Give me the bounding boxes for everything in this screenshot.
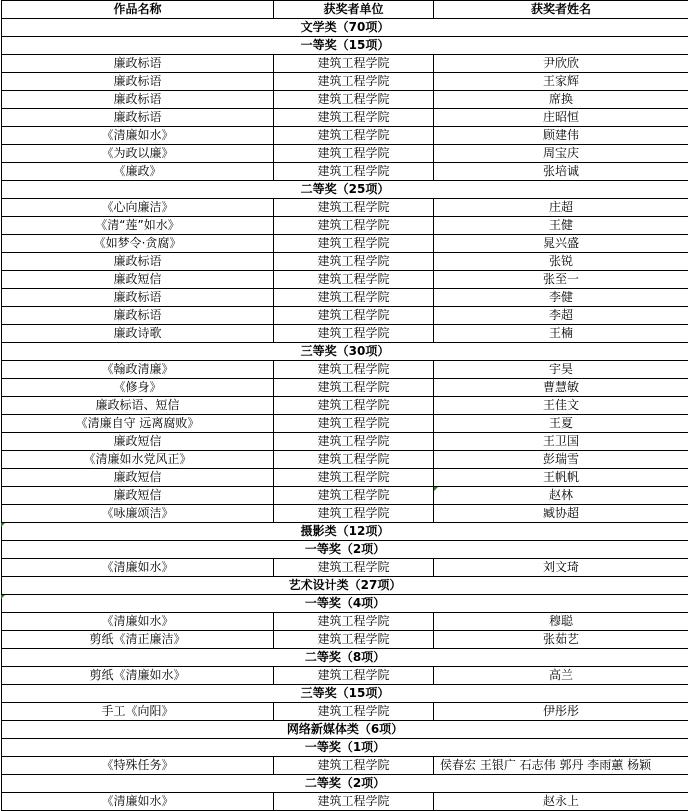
grade-row	[2, 685, 688, 703]
name-cell: 尹欣欣	[434, 55, 688, 73]
work-cell: 剪纸《清正廉洁》	[2, 631, 274, 649]
unit-cell: 建筑工程学院	[274, 235, 434, 253]
work-cell: 《清廉如水》	[2, 127, 274, 145]
table-row	[2, 433, 688, 451]
grade-title: 三等奖（15项）	[2, 685, 688, 703]
work-cell: 《为政以廉》	[2, 145, 274, 163]
work-cell: 《清廉自守 远离腐败》	[2, 415, 274, 433]
header-unit: 获奖者单位	[274, 1, 434, 19]
grade-row	[2, 37, 688, 55]
header-work: 作品名称	[2, 1, 274, 19]
name-cell: 张茹艺	[434, 631, 688, 649]
work-cell: 《清廉如水》	[2, 559, 274, 577]
work-cell: 廉政短信	[2, 487, 274, 505]
grade-title: 一等奖（1项）	[2, 739, 688, 757]
unit-cell: 建筑工程学院	[274, 163, 434, 181]
unit-cell: 建筑工程学院	[274, 199, 434, 217]
table-row	[2, 613, 688, 631]
unit-cell: 建筑工程学院	[274, 433, 434, 451]
work-cell: 廉政标语	[2, 55, 274, 73]
table-row	[2, 55, 688, 73]
work-cell: 《如梦令·贪腐》	[2, 235, 274, 253]
grade-title: 一等奖（15项）	[2, 37, 688, 55]
unit-cell: 建筑工程学院	[274, 289, 434, 307]
grade-row	[2, 775, 688, 793]
header-name: 获奖者姓名	[434, 1, 688, 19]
unit-cell: 建筑工程学院	[274, 415, 434, 433]
table-row	[2, 307, 688, 325]
name-cell: 高兰	[434, 667, 688, 685]
grade-row	[2, 181, 688, 199]
unit-cell: 建筑工程学院	[274, 379, 434, 397]
grade-row	[2, 343, 688, 361]
name-cell: 彭瑞雪	[434, 451, 688, 469]
grade-title: 一等奖（2项）	[2, 541, 688, 559]
grade-row	[2, 739, 688, 757]
table-row	[2, 145, 688, 163]
category-title: 网络新媒体类（6项）	[2, 721, 688, 739]
name-cell: 庄昭恒	[434, 109, 688, 127]
table-row	[2, 469, 688, 487]
table-row	[2, 559, 688, 577]
work-cell: 廉政标语	[2, 109, 274, 127]
work-cell: 《清廉如水》	[2, 793, 274, 811]
name-cell: 李健	[434, 289, 688, 307]
unit-cell: 建筑工程学院	[274, 703, 434, 721]
name-cell: 曹慧敏	[434, 379, 688, 397]
cell-comment-marker	[1, 523, 5, 527]
table-row	[2, 253, 688, 271]
name-cell: 李超	[434, 307, 688, 325]
work-cell: 《翰政清廉》	[2, 361, 274, 379]
work-cell: 廉政诗歌	[2, 325, 274, 343]
name-cell: 侯春宏 王银广 石志伟 郭丹 李雨蕙 杨颖	[434, 757, 688, 775]
category-row	[2, 577, 688, 595]
unit-cell: 建筑工程学院	[274, 73, 434, 91]
name-cell: 王家辉	[434, 73, 688, 91]
name-cell: 晁兴盛	[434, 235, 688, 253]
table-row	[2, 91, 688, 109]
table-row	[2, 379, 688, 397]
work-cell: 《特殊任务》	[2, 757, 274, 775]
grade-row	[2, 541, 688, 559]
name-cell: 张锐	[434, 253, 688, 271]
work-cell: 廉政标语	[2, 307, 274, 325]
name-cell: 庄超	[434, 199, 688, 217]
grade-title: 二等奖（8项）	[2, 649, 688, 667]
grade-title: 二等奖（2项）	[2, 775, 688, 793]
work-cell: 《清“莲”如水》	[2, 217, 274, 235]
name-cell: 王帆帆	[434, 469, 688, 487]
cell-comment-marker	[434, 487, 438, 491]
category-title: 艺术设计类（27项）	[2, 577, 688, 595]
grade-title: 二等奖（25项）	[2, 181, 688, 199]
work-cell: 《心向廉洁》	[2, 199, 274, 217]
table-row	[2, 289, 688, 307]
name-cell: 穆聪	[434, 613, 688, 631]
name-cell: 席换	[434, 91, 688, 109]
name-cell: 臧协超	[434, 505, 688, 523]
unit-cell: 建筑工程学院	[274, 55, 434, 73]
work-cell: 廉政标语	[2, 289, 274, 307]
name-cell: 刘文琦	[434, 559, 688, 577]
work-cell: 廉政短信	[2, 433, 274, 451]
table-row	[2, 217, 688, 235]
table-row	[2, 397, 688, 415]
unit-cell: 建筑工程学院	[274, 667, 434, 685]
category-title: 文学类（70项）	[2, 19, 688, 37]
name-cell: 宇昊	[434, 361, 688, 379]
table-row	[2, 487, 688, 505]
unit-cell: 建筑工程学院	[274, 361, 434, 379]
name-cell: 赵林	[434, 487, 688, 505]
grade-title: 一等奖（4项）	[2, 595, 688, 613]
work-cell: 《清廉如水党风正》	[2, 451, 274, 469]
unit-cell: 建筑工程学院	[274, 487, 434, 505]
name-cell: 王健	[434, 217, 688, 235]
work-cell: 廉政短信	[2, 271, 274, 289]
unit-cell: 建筑工程学院	[274, 109, 434, 127]
name-cell: 伊彤彤	[434, 703, 688, 721]
table-row	[2, 757, 688, 775]
table-row	[2, 73, 688, 91]
unit-cell: 建筑工程学院	[274, 217, 434, 235]
work-cell: 《修身》	[2, 379, 274, 397]
work-cell: 剪纸《清廉如水》	[2, 667, 274, 685]
unit-cell: 建筑工程学院	[274, 793, 434, 811]
name-cell: 王佳文	[434, 397, 688, 415]
work-cell: 手工《向阳》	[2, 703, 274, 721]
grade-row	[2, 649, 688, 667]
work-cell: 《廉政》	[2, 163, 274, 181]
unit-cell: 建筑工程学院	[274, 505, 434, 523]
unit-cell: 建筑工程学院	[274, 757, 434, 775]
table-row	[2, 163, 688, 181]
name-cell: 王卫国	[434, 433, 688, 451]
work-cell: 廉政标语	[2, 91, 274, 109]
work-cell: 廉政标语	[2, 73, 274, 91]
awards-table	[1, 0, 688, 811]
work-cell: 廉政短信	[2, 469, 274, 487]
unit-cell: 建筑工程学院	[274, 307, 434, 325]
name-cell: 王楠	[434, 325, 688, 343]
name-cell: 顾建伟	[434, 127, 688, 145]
name-cell: 王夏	[434, 415, 688, 433]
table-row	[2, 271, 688, 289]
unit-cell: 建筑工程学院	[274, 397, 434, 415]
unit-cell: 建筑工程学院	[274, 469, 434, 487]
work-cell: 廉政标语、短信	[2, 397, 274, 415]
table-row	[2, 415, 688, 433]
unit-cell: 建筑工程学院	[274, 559, 434, 577]
unit-cell: 建筑工程学院	[274, 127, 434, 145]
unit-cell: 建筑工程学院	[274, 253, 434, 271]
table-row	[2, 703, 688, 721]
table-row	[2, 109, 688, 127]
grade-title: 三等奖（30项）	[2, 343, 688, 361]
unit-cell: 建筑工程学院	[274, 271, 434, 289]
name-cell: 张至一	[434, 271, 688, 289]
category-row	[2, 523, 688, 541]
work-cell: 《清廉如水》	[2, 613, 274, 631]
work-cell: 《咏廉颂洁》	[2, 505, 274, 523]
header-row	[2, 1, 688, 19]
grade-row	[2, 595, 688, 613]
unit-cell: 建筑工程学院	[274, 451, 434, 469]
category-row	[2, 721, 688, 739]
table-row	[2, 451, 688, 469]
table-row	[2, 667, 688, 685]
category-row	[2, 19, 688, 37]
name-cell: 张培诚	[434, 163, 688, 181]
unit-cell: 建筑工程学院	[274, 325, 434, 343]
table-row	[2, 793, 688, 811]
name-cell: 周宝庆	[434, 145, 688, 163]
unit-cell: 建筑工程学院	[274, 91, 434, 109]
category-title: 摄影类（12项）	[2, 523, 688, 541]
cell-comment-marker	[1, 595, 5, 599]
name-cell: 赵永上	[434, 793, 688, 811]
table-row	[2, 127, 688, 145]
unit-cell: 建筑工程学院	[274, 145, 434, 163]
unit-cell: 建筑工程学院	[274, 631, 434, 649]
table-row	[2, 505, 688, 523]
table-row	[2, 235, 688, 253]
table-row	[2, 199, 688, 217]
table-row	[2, 361, 688, 379]
unit-cell: 建筑工程学院	[274, 613, 434, 631]
work-cell: 廉政标语	[2, 253, 274, 271]
table-row	[2, 631, 688, 649]
table-row	[2, 325, 688, 343]
